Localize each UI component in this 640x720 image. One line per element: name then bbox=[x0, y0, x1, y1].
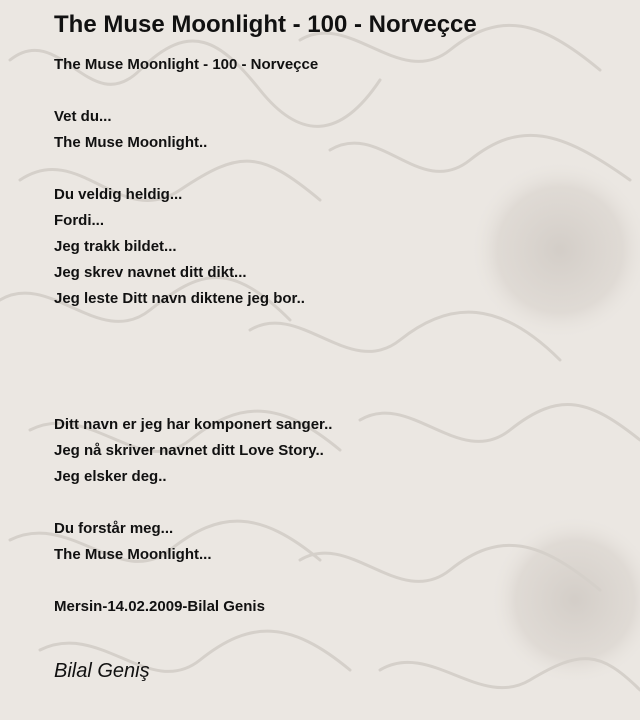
poem-line: Du veldig heldig... bbox=[54, 186, 183, 203]
poem-subtitle: The Muse Moonlight - 100 - Norveçce bbox=[54, 56, 319, 73]
poem-line: Jeg nå skriver navnet ditt Love Story.. bbox=[54, 442, 324, 459]
poem-line: Ditt navn er jeg har komponert sanger.. bbox=[54, 416, 333, 433]
poem-author: Bilal Geniş bbox=[54, 660, 150, 682]
poem-line: Jeg elsker deg.. bbox=[54, 468, 167, 485]
poem-line: Jeg trakk bildet... bbox=[54, 238, 177, 255]
poem-title: The Muse Moonlight - 100 - Norveçce bbox=[54, 11, 477, 38]
poem-line: The Muse Moonlight... bbox=[54, 546, 212, 563]
poem-line: Fordi... bbox=[54, 212, 104, 229]
poem-line: Du forstår meg... bbox=[54, 520, 174, 537]
poem-line: Vet du... bbox=[54, 108, 112, 125]
poem-line: Jeg leste Ditt navn diktene jeg bor.. bbox=[54, 290, 305, 307]
poem-line: Jeg skrev navnet ditt dikt... bbox=[54, 264, 247, 281]
poem-line: The Muse Moonlight.. bbox=[54, 134, 208, 151]
poem-dateline: Mersin-14.02.2009-Bilal Genis bbox=[54, 598, 265, 615]
